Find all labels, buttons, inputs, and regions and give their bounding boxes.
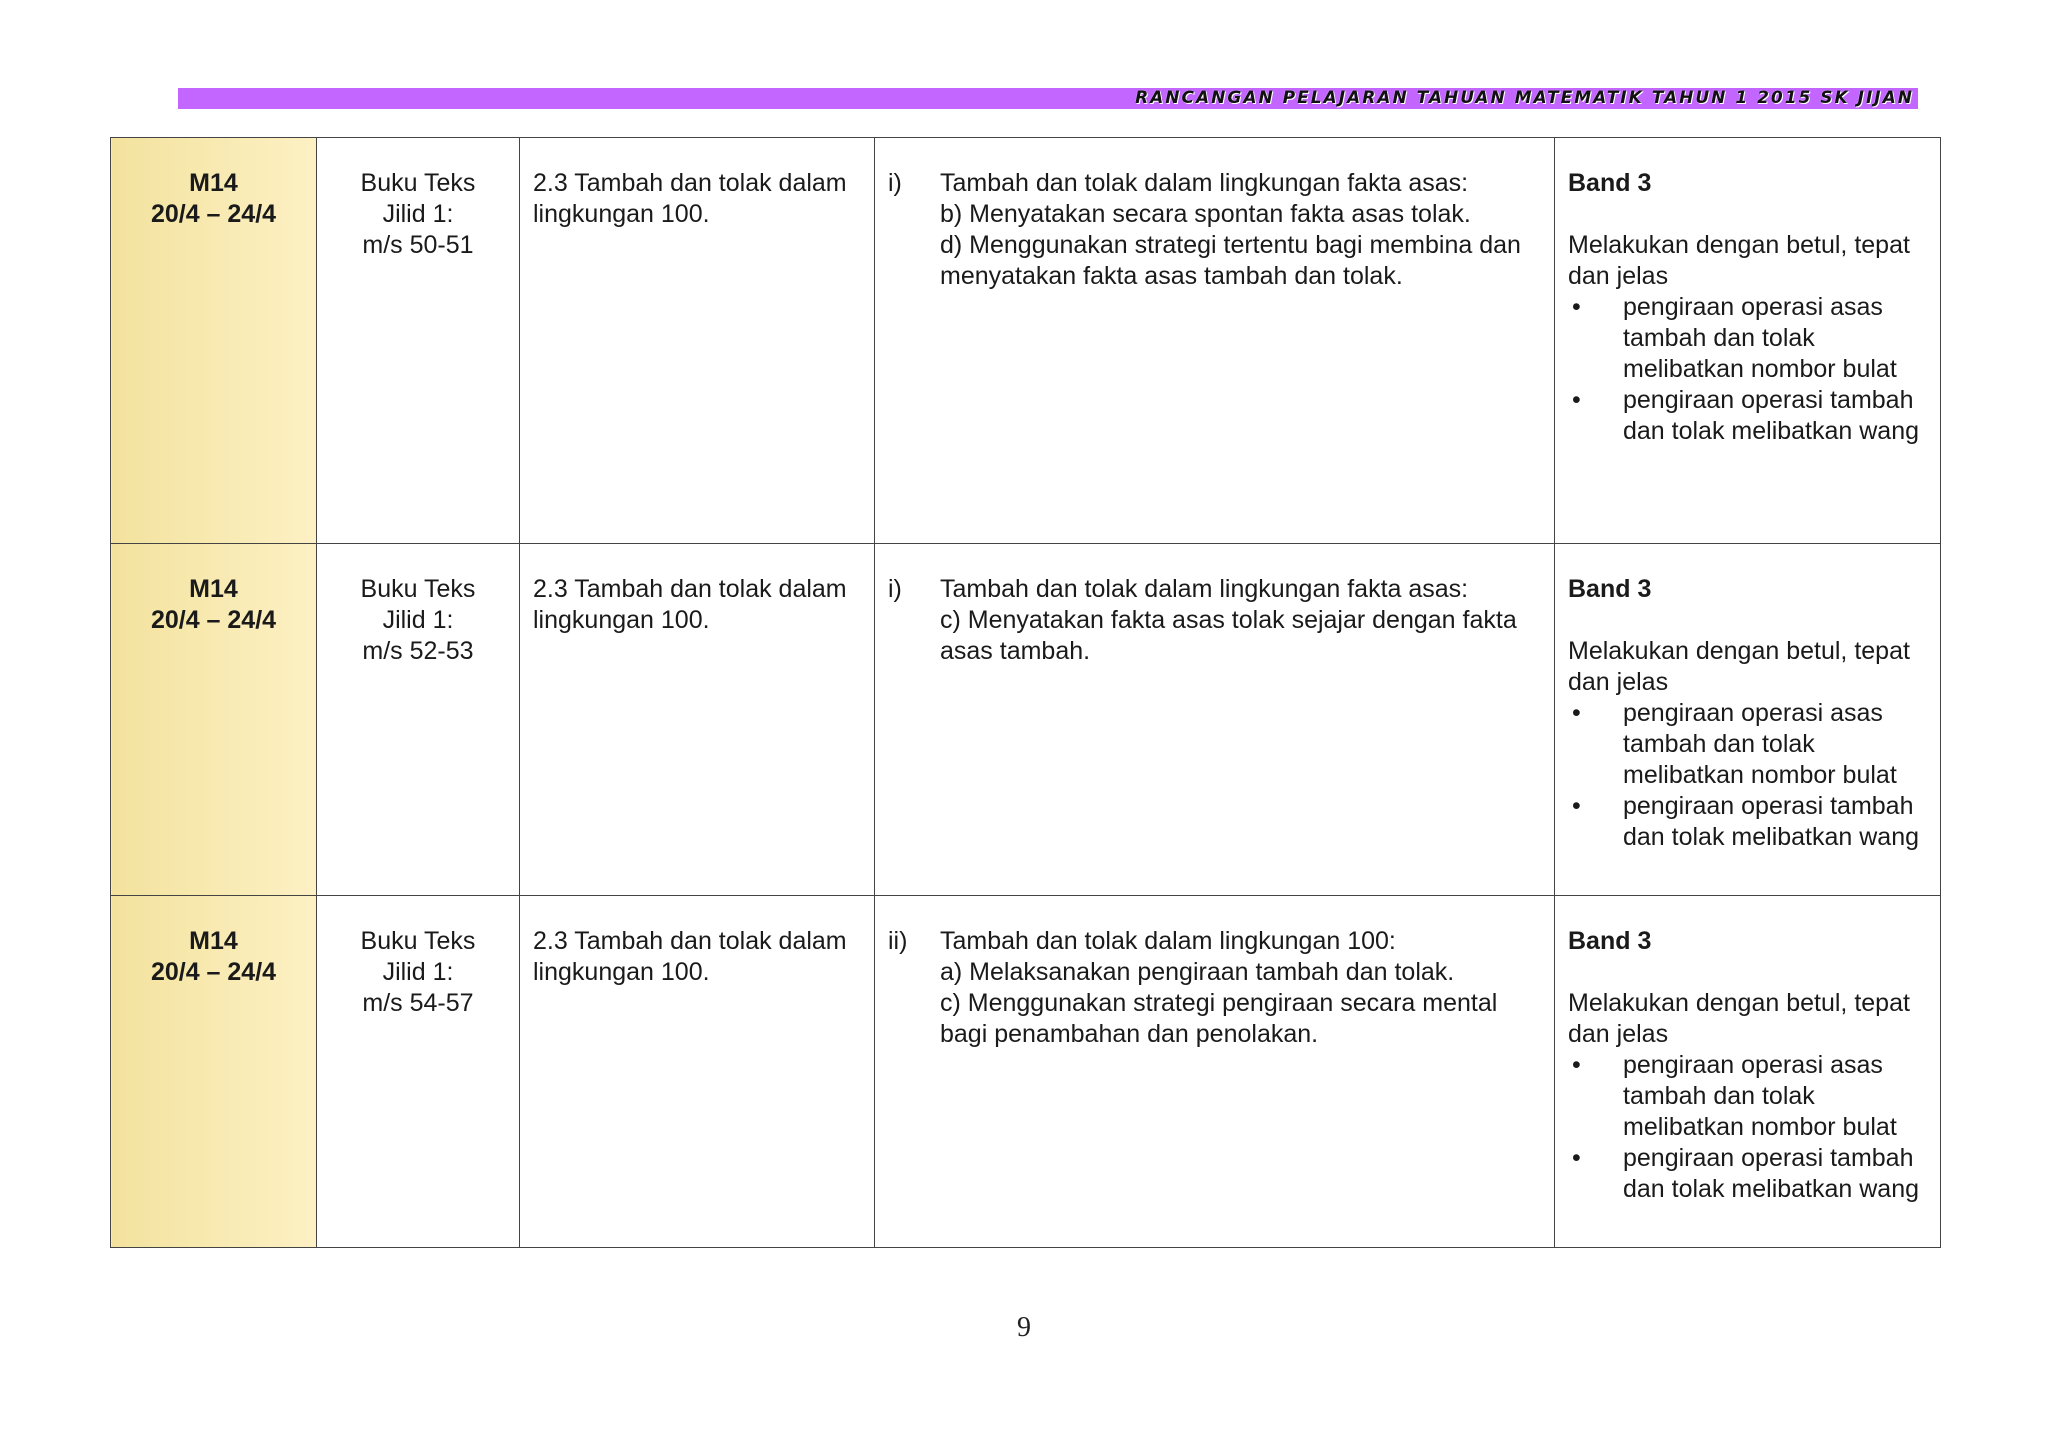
week-cell <box>111 896 317 1248</box>
bullet-icon: • <box>1572 1144 1581 1172</box>
topic-text: 2.3 Tambah dan tolak dalam lingkungan 100. <box>533 575 847 634</box>
objective-heading: Tambah dan tolak dalam lingkungan fakta asas: <box>940 169 1469 197</box>
reference-cell <box>317 896 520 1248</box>
objective-item: d) Menggunakan strategi tertentu bagi membina dan menyatakan fakta asas tambah dan tolak. <box>940 231 1521 290</box>
criteria-list <box>1568 698 1927 853</box>
topic-text: 2.3 Tambah dan tolak dalam lingkungan 100. <box>533 169 847 228</box>
table-row <box>111 544 1941 896</box>
book-line: Buku Teks <box>360 575 476 603</box>
topic-text: 2.3 Tambah dan tolak dalam lingkungan 100. <box>533 927 847 986</box>
objective-cell <box>875 138 1555 544</box>
book-line: Jilid 1: <box>382 200 454 228</box>
objective-heading: Tambah dan tolak dalam lingkungan 100: <box>940 927 1396 955</box>
criteria-list <box>1568 292 1927 447</box>
table-row <box>111 896 1941 1248</box>
week-label: M14 <box>189 169 238 197</box>
criteria-text: pengiraan operasi asas tambah dan tolak melibatkan nombor bulat <box>1623 1051 1897 1141</box>
band-cell <box>1555 896 1941 1248</box>
objective-item: c) Menggunakan strategi pengiraan secara mental bagi penambahan dan penolakan. <box>940 989 1498 1048</box>
band-cell <box>1555 544 1941 896</box>
band-description: Melakukan dengan betul, tepat dan jelas <box>1568 231 1910 290</box>
objective-number: ii) <box>888 927 908 955</box>
week-dates: 20/4 – 24/4 <box>150 958 277 986</box>
bullet-icon: • <box>1572 699 1581 727</box>
band-title: Band 3 <box>1568 575 1652 603</box>
criteria-item <box>1568 791 1927 853</box>
criteria-text: pengiraan operasi tambah dan tolak melibatkan wang <box>1623 792 1920 851</box>
topic-cell <box>520 896 875 1248</box>
book-line: m/s 52-53 <box>362 637 474 665</box>
bullet-icon: • <box>1572 1051 1581 1079</box>
book-line: Buku Teks <box>360 169 476 197</box>
bullet-icon: • <box>1572 792 1581 820</box>
objective-cell <box>875 896 1555 1248</box>
bullet-icon: • <box>1572 293 1581 321</box>
page-number: 9 <box>1017 1312 1031 1343</box>
book-line: Jilid 1: <box>382 958 454 986</box>
reference-cell <box>317 138 520 544</box>
criteria-text: pengiraan operasi tambah dan tolak melibatkan wang <box>1623 1144 1920 1203</box>
objective-item: c) Menyatakan fakta asas tolak sejajar dengan fakta asas tambah. <box>940 606 1517 665</box>
week-dates: 20/4 – 24/4 <box>150 606 277 634</box>
objective-cell <box>875 544 1555 896</box>
objective-number: i) <box>888 575 902 603</box>
criteria-item <box>1568 385 1927 447</box>
objective-item: a) Melaksanakan pengiraan tambah dan tolak. <box>940 958 1455 986</box>
criteria-item <box>1568 292 1927 385</box>
band-cell <box>1555 138 1941 544</box>
criteria-item <box>1568 1050 1927 1143</box>
week-dates: 20/4 – 24/4 <box>150 200 277 228</box>
header-title: RANCANGAN PELAJARAN TAHUAN MATEMATIK TAHUN 1 2015 SK JIJAN <box>1135 88 1914 108</box>
lesson-plan-table <box>110 137 1941 1248</box>
topic-cell <box>520 138 875 544</box>
reference-cell <box>317 544 520 896</box>
criteria-text: pengiraan operasi asas tambah dan tolak melibatkan nombor bulat <box>1623 699 1897 789</box>
criteria-text: pengiraan operasi tambah dan tolak melibatkan wang <box>1623 386 1920 445</box>
header-bar <box>178 88 1918 109</box>
bullet-icon: • <box>1572 386 1581 414</box>
week-label: M14 <box>189 927 238 955</box>
objective-number: i) <box>888 169 902 197</box>
criteria-item <box>1568 698 1927 791</box>
book-line: Jilid 1: <box>382 606 454 634</box>
topic-cell <box>520 544 875 896</box>
objective-item: b) Menyatakan secara spontan fakta asas tolak. <box>940 200 1471 228</box>
band-title: Band 3 <box>1568 169 1652 197</box>
criteria-item <box>1568 1143 1927 1205</box>
criteria-list <box>1568 1050 1927 1205</box>
band-description: Melakukan dengan betul, tepat dan jelas <box>1568 637 1910 696</box>
week-label: M14 <box>189 575 238 603</box>
band-description: Melakukan dengan betul, tepat dan jelas <box>1568 989 1910 1048</box>
book-line: m/s 54-57 <box>362 989 474 1017</box>
table-row <box>111 138 1941 544</box>
week-cell <box>111 138 317 544</box>
band-title: Band 3 <box>1568 927 1652 955</box>
objective-heading: Tambah dan tolak dalam lingkungan fakta asas: <box>940 575 1469 603</box>
book-line: m/s 50-51 <box>362 231 474 259</box>
criteria-text: pengiraan operasi asas tambah dan tolak melibatkan nombor bulat <box>1623 293 1897 383</box>
week-cell <box>111 544 317 896</box>
book-line: Buku Teks <box>360 927 476 955</box>
